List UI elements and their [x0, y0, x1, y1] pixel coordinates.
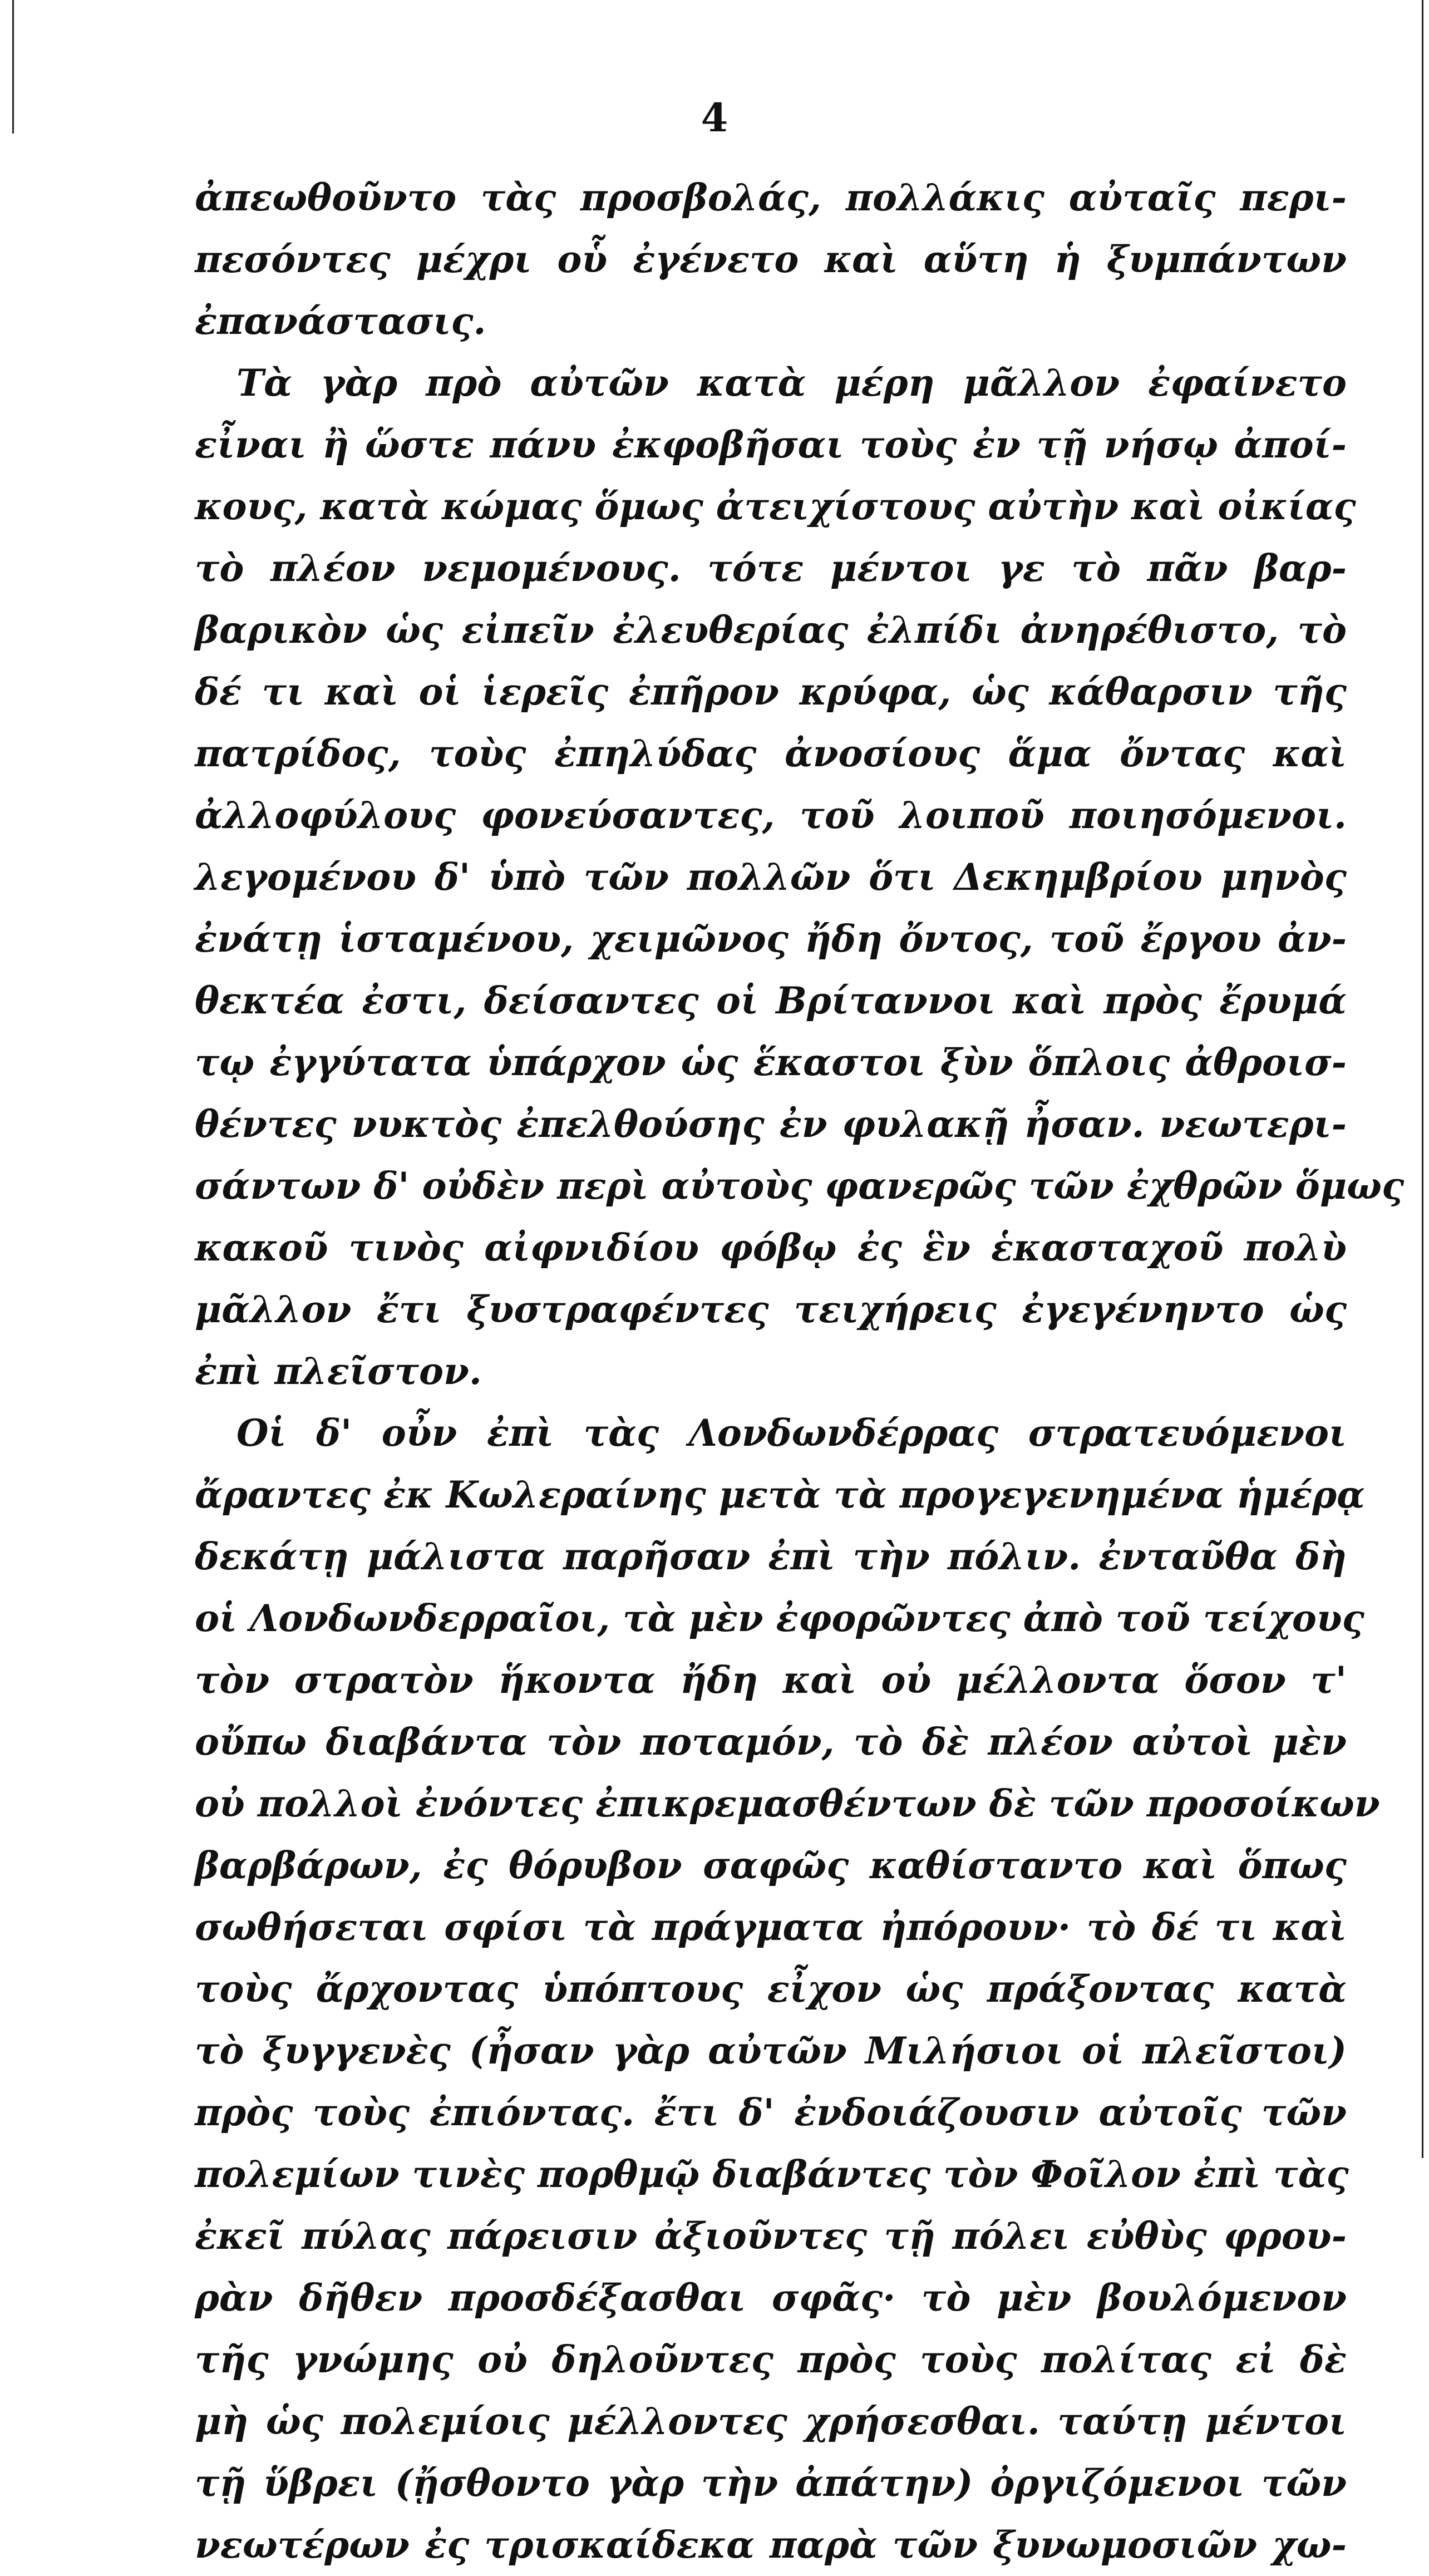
text-line: Τὰ γὰρ πρὸ αὐτῶν κατὰ μέρη μᾶλλον ἐφαίνετο: [236, 361, 1347, 405]
text-line: ἀπεωθοῦντο τὰς προσβολάς, πολλάκις αὐταῖς περι-: [195, 176, 1347, 219]
text-line: ἀλλοφύλους φονεύσαντες, τοῦ λοιποῦ ποιησόμενοι.: [195, 794, 1347, 837]
text-line: θεκτέα ἐστι, δείσαντες οἱ Βρίταννοι καὶ πρὸς ἔρυμά: [195, 979, 1347, 1022]
text-line: λεγομένου δ' ὑπὸ τῶν πολλῶν ὅτι Δεκημβρίου μηνὸς: [195, 855, 1347, 899]
text-line: μὴ ὡς πολεμίοις μέλλοντες χρήσεσθαι. ταύτῃ μέντοι: [195, 2400, 1347, 2443]
text-line: τῇ ὕβρει (ᾔσθοντο γὰρ τὴν ἀπάτην) ὀργιζόμενοι τῶν: [195, 2461, 1347, 2505]
text-line: κακοῦ τινὸς αἰφνιδίου φόβῳ ἐς ἓν ἑκασταχοῦ πολὺ: [195, 1226, 1347, 1269]
text-line: μᾶλλον ἔτι ξυστραφέντες τειχήρεις ἐγεγένηντο ὡς: [195, 1288, 1347, 1331]
text-line: οὔπω διαβάντα τὸν ποταμόν, τὸ δὲ πλέον αὐτοὶ μὲν: [195, 1720, 1347, 1764]
text-line: βαρικὸν ὡς εἰπεῖν ἐλευθερίας ἐλπίδι ἀνηρέθιστο, τὸ: [195, 608, 1347, 652]
text-line: εἶναι ἢ ὥστε πάνυ ἐκφοβῆσαι τοὺς ἐν τῇ νήσῳ ἀποί-: [195, 423, 1347, 466]
text-line: ἐπανάστασις.: [195, 299, 486, 343]
text-line: ἄραντες ἐκ Κωλεραίνης μετὰ τὰ προγεγενημένα ἡμέρᾳ: [195, 1473, 1365, 1516]
text-line: τὸν στρατὸν ἥκοντα ἤδη καὶ οὐ μέλλοντα ὅσον τ': [195, 1658, 1347, 1702]
text-line: νεωτέρων ἐς τρισκαίδεκα παρὰ τῶν ξυνωμοσιῶν χω-: [195, 2523, 1347, 2567]
text-line: ρὰν δῆθεν προσδέξασθαι σφᾶς· τὸ μὲν βουλόμενον: [195, 2276, 1347, 2319]
text-line: θέντες νυκτὸς ἐπελθούσης ἐν φυλακῇ ἦσαν. νεωτερι-: [195, 1102, 1347, 1146]
text-line: σωθήσεται σφίσι τὰ πράγματα ἠπόρουν· τὸ δέ τι καὶ: [195, 1905, 1347, 1949]
text-line: πεσόντες μέχρι οὗ ἐγένετο καὶ αὕτη ἡ ξυμπάντων: [195, 238, 1347, 281]
text-line: σάντων δ' οὐδὲν περὶ αὐτοὺς φανερῶς τῶν ἐχθρῶν ὅμως: [195, 1164, 1405, 1208]
text-line: δέ τι καὶ οἱ ἱερεῖς ἐπῆρον κρύφα, ὡς κάθαρσιν τῆς: [195, 670, 1347, 713]
text-line: οὐ πολλοὶ ἐνόντες ἐπικρεμασθέντων δὲ τῶν προσοίκων: [195, 1782, 1380, 1825]
text-line: κους, κατὰ κώμας ὅμως ἀτειχίστους αὐτὴν καὶ οἰκίας: [195, 485, 1356, 528]
text-line: τὸ πλέον νεμομένους. τότε μέντοι γε τὸ πᾶν βαρ-: [195, 546, 1347, 590]
text-line: Οἱ δ' οὖν ἐπὶ τὰς Λονδωνδέρρας στρατευόμενοι: [236, 1411, 1347, 1455]
text-line: τῆς γνώμης οὐ δηλοῦντες πρὸς τοὺς πολίτας εἰ δὲ: [195, 2338, 1347, 2381]
text-line: ἐκεῖ πύλας πάρεισιν ἀξιοῦντες τῇ πόλει εὐθὺς φρου-: [195, 2214, 1347, 2258]
text-line: δεκάτῃ μάλιστα παρῆσαν ἐπὶ τὴν πόλιν. ἐνταῦθα δὴ: [195, 1535, 1347, 1578]
text-line: πρὸς τοὺς ἐπιόντας. ἔτι δ' ἐνδοιάζουσιν αὐτοῖς τῶν: [195, 2091, 1347, 2134]
text-line: τοὺς ἄρχοντας ὑπόπτους εἶχον ὡς πράξοντας κατὰ: [195, 1967, 1347, 2011]
text-line: ἐνάτῃ ἱσταμένου, χειμῶνος ἤδη ὄντος, τοῦ ἔργου ἀν-: [195, 917, 1347, 961]
text-line: τὸ ξυγγενὲς (ἦσαν γὰρ αὐτῶν Μιλήσιοι οἱ πλεῖστοι): [195, 2029, 1347, 2072]
text-line: πατρίδος, τοὺς ἐπηλύδας ἀνοσίους ἅμα ὄντας καὶ: [195, 732, 1347, 775]
text-line: πολεμίων τινὲς πορθμῷ διαβάντες τὸν Φοῖλον ἐπὶ τὰς: [195, 2153, 1349, 2196]
body-text: [195, 167, 1405, 2576]
page-edge-right: [1422, 0, 1423, 2158]
text-line: βαρβάρων, ἐς θόρυβον σαφῶς καθίσταντο καὶ ὅπως: [195, 1844, 1347, 1887]
text-line: οἱ Λονδωνδερραῖοι, τὰ μὲν ἐφορῶντες ἀπὸ τοῦ τείχους: [195, 1597, 1364, 1640]
page-number: 4: [701, 95, 728, 141]
text-line: ἐπὶ πλεῖστον.: [195, 1349, 482, 1393]
text-line: τῳ ἐγγύτατα ὑπάρχον ὡς ἕκαστοι ξὺν ὅπλοις ἀθροισ-: [195, 1041, 1347, 1084]
